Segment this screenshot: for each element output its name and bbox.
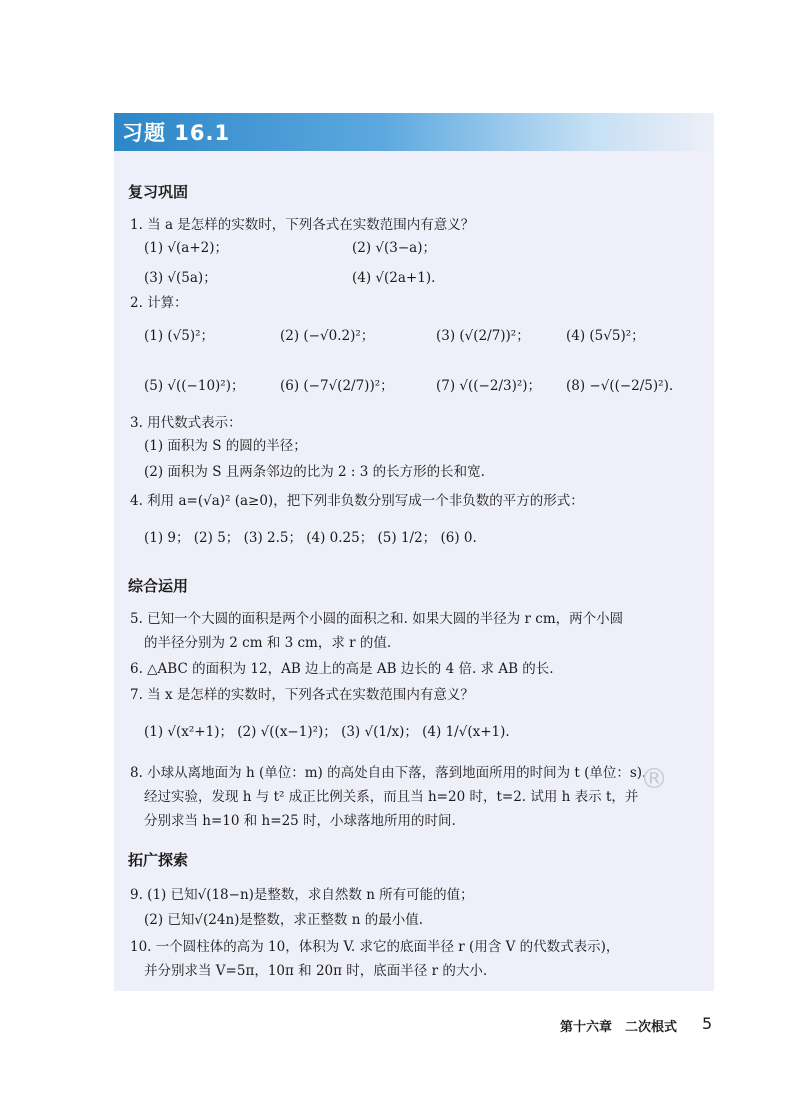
q3-stem: 3. 用代数式表示： (130, 415, 242, 431)
section-heading-extension: 拓广探索 (128, 851, 189, 869)
q8-line2: 经过实验，发现 h 与 t² 成正比例关系，而且当 h=20 时，t=2. 试用 h 表示 t，并 (144, 789, 639, 805)
q7-stem: 7. 当 x 是怎样的实数时，下列各式在实数范围内有意义？ (130, 687, 474, 703)
q9-part2: (2) 已知√(24n)是整数，求正整数 n 的最小值. (144, 912, 423, 928)
exercise-title: 习题 16.1 (122, 121, 231, 145)
q5-line2: 的半径分别为 2 cm 和 3 cm，求 r 的值. (144, 635, 392, 651)
q1-part1: (1) √(a+2)； (144, 240, 228, 256)
q2-part4: (4) (5√5)²； (566, 328, 645, 344)
q6: 6. △ABC 的面积为 12，AB 边上的高是 AB 边长的 4 倍. 求 AB 的长. (130, 661, 554, 677)
q4-stem: 4. 利用 a=(√a)² (a≥0)，把下列非负数分别写成一个非负数的平方的形式： (130, 493, 584, 509)
q2-part2: (2) (−√0.2)²； (280, 328, 375, 344)
chapter-footer: 第十六章 二次根式 (560, 1020, 678, 1035)
page-number: 5 (702, 1014, 713, 1033)
q5-line1: 5. 已知一个大圆的面积是两个小圆的面积之和. 如果大圆的半径为 r cm，两个小圆 (130, 611, 624, 627)
q8-line3: 分别求当 h=10 和 h=25 时，小球落地所用的时间. (144, 813, 456, 829)
q10-line1: 10. 一个圆柱体的高为 10，体积为 V. 求它的底面半径 r (用含 V 的代数式表示)， (130, 939, 620, 955)
q2-part5: (5) √((−10)²)； (144, 378, 245, 394)
title-bar (114, 113, 714, 151)
q1-part4: (4) √(2a+1). (352, 270, 436, 286)
registered-mark: ® (640, 762, 668, 795)
q2-part3: (3) (√(2/7))²； (436, 328, 530, 344)
q1-part3: (3) √(5a)； (144, 270, 217, 286)
section-heading-application: 综合运用 (128, 577, 189, 595)
q10-line2: 并分别求当 V=5π，10π 和 20π 时，底面半径 r 的大小. (144, 963, 488, 979)
q8-line1: 8. 小球从离地面为 h (单位：m) 的高处自由下落，落到地面所用的时间为 t (单位：s). (130, 765, 647, 781)
exercise-panel (114, 113, 714, 991)
q1-part2: (2) √(3−a)； (352, 240, 436, 256)
q2-part1: (1) (√5)²； (144, 328, 215, 344)
q3-part1: (1) 面积为 S 的圆的半径； (144, 438, 307, 454)
q3-part2: (2) 面积为 S 且两条邻边的比为 2 : 3 的长方形的长和宽. (144, 464, 485, 480)
q2-part6: (6) (−7√(2/7))²； (280, 378, 394, 394)
q9-part1: 9. (1) 已知√(18−n)是整数，求自然数 n 所有可能的值； (130, 887, 474, 903)
q2-stem: 2. 计算： (130, 295, 188, 311)
section-heading-review: 复习巩固 (128, 183, 189, 201)
q1-stem: 1. 当 a 是怎样的实数时，下列各式在实数范围内有意义？ (130, 217, 475, 233)
q7-parts: (1) √(x²+1)； (2) √((x−1)²)； (3) √(1/x)； (4) 1/√(x+1). (144, 724, 510, 740)
q2-part8: (8) −√((−2/5)²). (566, 378, 674, 394)
q4-parts: (1) 9； (2) 5； (3) 2.5； (4) 0.25； (5) 1/2； (6) 0. (144, 530, 477, 546)
q2-part7: (7) √((−2/3)²)； (436, 378, 542, 394)
